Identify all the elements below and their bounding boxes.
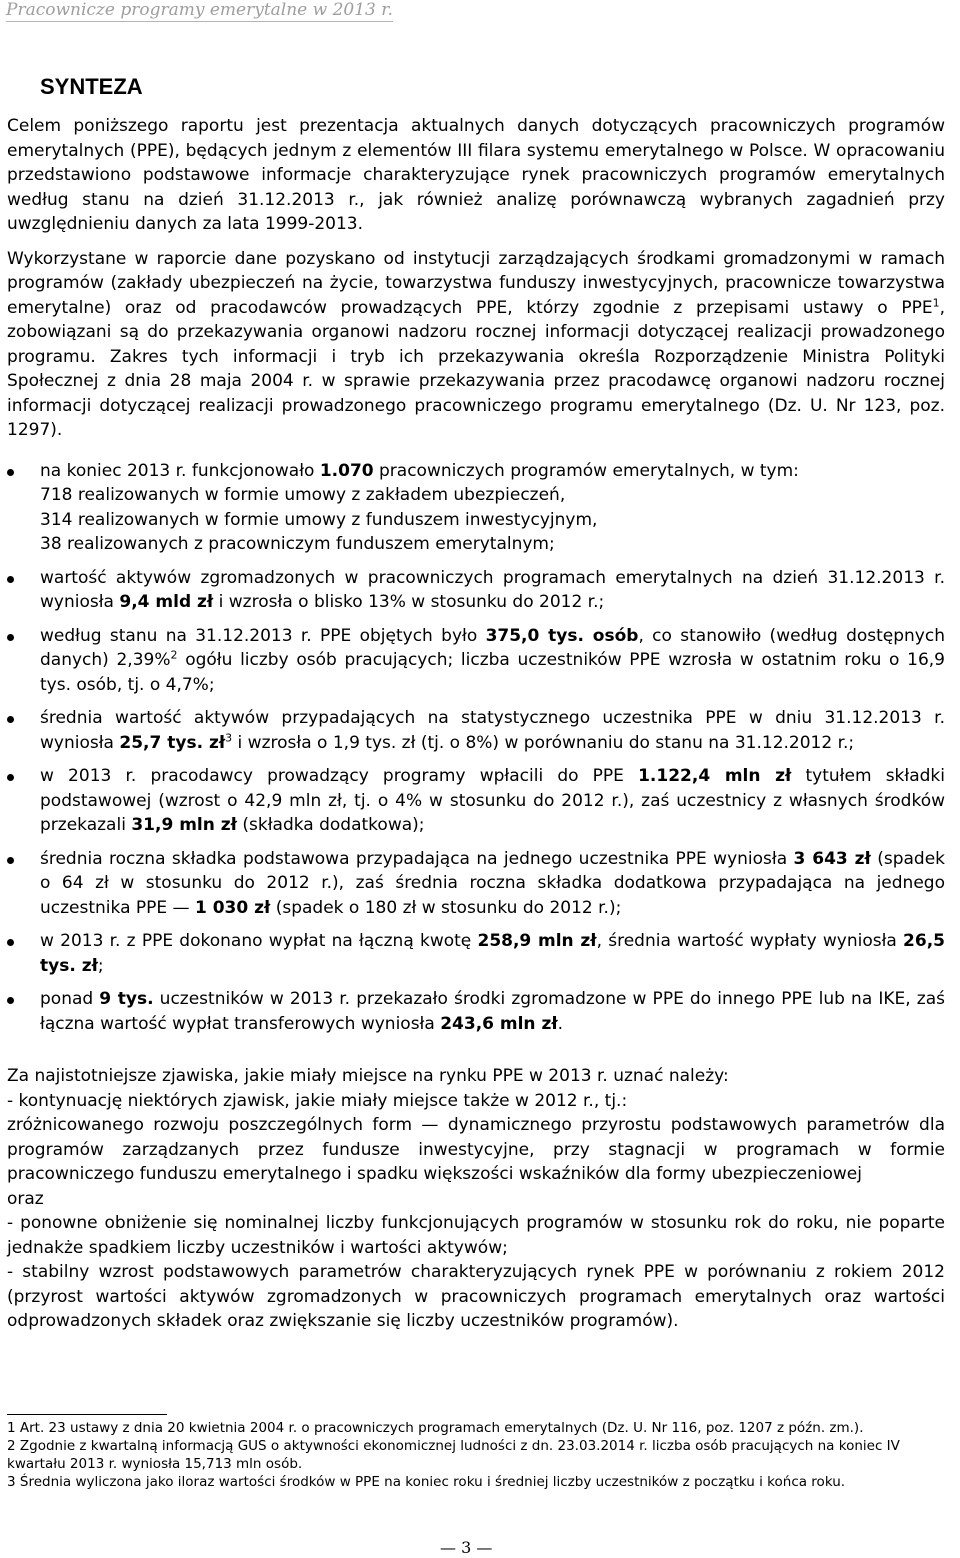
summary-section: [7, 1064, 945, 1334]
page-number: — 3 —: [440, 1538, 493, 1557]
intro-paragraph-2: [7, 247, 945, 443]
bullet-transfers: ponad 9 tys. uczestników w 2013 r. przekazało środki zgromadzone w PPE do innego PPE lub na IKE, zaś łączna wartość wypłat transferowych wyniosła 243,6 mln zł.: [7, 987, 945, 1036]
running-header: Pracownicze programy emerytalne w 2013 r.: [6, 0, 393, 20]
bullet-dot: [7, 634, 14, 641]
bullet-dot: [7, 857, 14, 864]
summary-intro: Za najistotniejsze zjawiska, jakie miały miejsce na rynku PPE w 2013 r. uznać należy:: [7, 1066, 729, 1086]
summary-oraz: oraz: [7, 1188, 44, 1209]
bullet-dot: [7, 469, 14, 476]
summary-stable-growth: - stabilny wzrost podstawowych parametrów charakteryzujących rynek PPE w porównaniu z rokiem 2012 (przyrost wartości aktywów zgromadzonych w pracowniczych programach emerytalnych oraz wartości odprowadzonych składek oraz zwiększanie się liczby uczestników programów).: [7, 1262, 945, 1331]
intro-2-text-b: , zobowiązani są do przekazywania organowi nadzoru rocznej informacji dotyczącej realizacji prowadzonego programu. Zakres tych informacji i tryb ich przekazywania określa Rozporządzenie Ministra Polityki Społecznej z dnia 28 maja 2004 r. w sprawie przekazywania przez pracodawcę organowi nadzoru rocznej informacji dotyczącej realizacji prowadzonego pracowniczego programu emerytalnego (Dz. U. Nr 123, poz. 1297).: [7, 297, 945, 440]
main-content: [7, 114, 945, 1334]
footnote-ref-3: 3: [225, 730, 233, 744]
footnote-1: 1 Art. 23 ustawy z dnia 20 kwietnia 2004 r. o pracowniczych programach emerytalnych (Dz. U. Nr 116, poz. 1207 z późn. zm.).: [7, 1420, 864, 1436]
footnote-2: 2 Zgodnie z kwartalną informacją GUS o aktywności ekonomicznej ludności z dn. 23.03.2014 r. liczba osób pracujących na koniec IV kwartału 2013 r. wyniosła 15,713 mln osób.: [7, 1438, 900, 1472]
footnote-ref-2: 2: [170, 648, 178, 662]
summary-continuation: - kontynuację niektórych zjawisk, jakie miały miejsce także w 2012 r., tj.:: [7, 1090, 628, 1111]
footnote-3: 3 Średnia wyliczona jako iloraz wartości środków w PPE na koniec roku i średniej liczby uczestników z początku i końca roku.: [7, 1474, 846, 1490]
bullet-dot: [7, 716, 14, 723]
bullet-dot: [7, 576, 14, 583]
bullet-average-assets: średnia wartość aktywów przypadających na statystycznego uczestnika PPE w dniu 31.12.2013 r. wyniosła 25,7 tys. $zł^3$ i wzrosła o 1,9 tys. zł (tj. o 8%) w porównaniu do stanu na 31.12.2012 r.;: [7, 706, 945, 755]
summary-diversified-growth: zróżnicowanego rozwoju poszczególnych form — dynamicznego przyrostu podstawowych parametrów dla programów zarządzanych przez fundusze inwestycyjne, przy stagnacji w programach w formie pracowniczego funduszu emerytalnego i spadku większości wskaźników dla formy ubezpieczeniowej: [7, 1115, 945, 1184]
intro-2-text-a: Wykorzystane w raporcie dane pozyskano od instytucji zarządzających środkami gromadzonymi w ramach programów (zakłady ubezpieczeń na życie, towarzystwa funduszy inwestycyjnych, pracownicze towarzystwa emerytalne) oraz od pracodawców prowadzących PPE, którzy zgodnie z przepisami ustawy o PPE: [7, 248, 945, 318]
bullet-contributions: w 2013 r. pracodawcy prowadzący programy wpłacili do PPE 1.122,4 mln zł tytułem składki podstawowej (wzrost o 42,9 mln zł, tj. o 4% w stosunku do 2012 r.), zaś uczestnicy z własnych środków przekazali 31,9 mln zł (składka dodatkowa);: [7, 764, 945, 838]
summary-program-decline: - ponowne obniżenie się nominalnej liczby funkcjonujących programów w stosunku rok do roku, nie poparte jednakże spadkiem liczby uczestników i wartości aktywów;: [7, 1213, 945, 1258]
sub-line-pension-fund: 38 realizowanych z pracowniczym funduszem emerytalnym;: [40, 534, 555, 554]
intro-paragraph-1: Celem poniższego raportu jest prezentacja aktualnych danych dotyczących pracowniczych programów emerytalnych (PPE), będących jednym z elementów III filara systemu emerytalnego w Polsce. W opracowaniu przedstawiono podstawowe informacje charakteryzujące rynek pracowniczych programów emerytalnych według stanu na dzień 31.12.2013 r., jak również analizę porównawczą wybranych zagadnień przy uwzględnieniu danych za lata 1999-2013.: [7, 116, 945, 234]
footnote-divider: [7, 1414, 167, 1415]
bullet-payouts: w 2013 r. z PPE dokonano wypłat na łączną kwotę 258,9 mln zł, średnia wartość wypłaty wyniosła 26,5 tys. zł;: [7, 929, 945, 978]
bullet-average-contribution: średnia roczna składka podstawowa przypadająca na jednego uczestnika PPE wyniosła 3 643 zł (spadek o 64 zł w stosunku do 2012 r.), zaś średnia roczna składka dodatkowa przypadająca na jednego uczestnika PPE — 1 030 zł (spadek o 180 zł w stosunku do 2012 r.);: [7, 847, 945, 921]
sub-line-investment-fund: 314 realizowanych w formie umowy z funduszem inwestycyjnym,: [40, 509, 598, 530]
bullet-participants: według stanu na 31.12.2013 r. PPE objętych było 375,0 tys. osób, co stanowiło (według dostępnych danych) 2,39%$^2$ ogółu liczby osób pracujących; liczba uczestników PPE wzrosła w ostatnim roku o 16,9 tys. osób, tj. o 4,7%;: [7, 624, 945, 698]
bullet-dot: [7, 774, 14, 781]
key-facts-list: [7, 459, 945, 1037]
footnotes: [7, 1419, 945, 1491]
section-title: SYNTEZA: [40, 74, 143, 99]
sub-line-insurance: 718 realizowanych w formie umowy z zakładem ubezpieczeń,: [40, 485, 566, 505]
bullet-dot: [7, 997, 14, 1004]
bullet-assets-value: wartość aktywów zgromadzonych w pracowniczych programach emerytalnych na dzień 31.12.2013 r. wyniosła 9,4 mld zł i wzrosła o blisko 13% w stosunku do 2012 r.;: [7, 566, 945, 615]
bullet-dot: [7, 939, 14, 946]
bullet-programs-count: na koniec 2013 r. funkcjonowało 1.070 pracowniczych programów emerytalnych, w tym: 718 realizowanych w formie umowy z zakładem ubezpieczeń, 314 realizowanych w formie umowy z funduszem inwestycyjnym, 38 realizowanych z pracowniczym funduszem emerytalnym;: [7, 459, 945, 557]
footnote-ref-1: 1: [932, 295, 940, 309]
